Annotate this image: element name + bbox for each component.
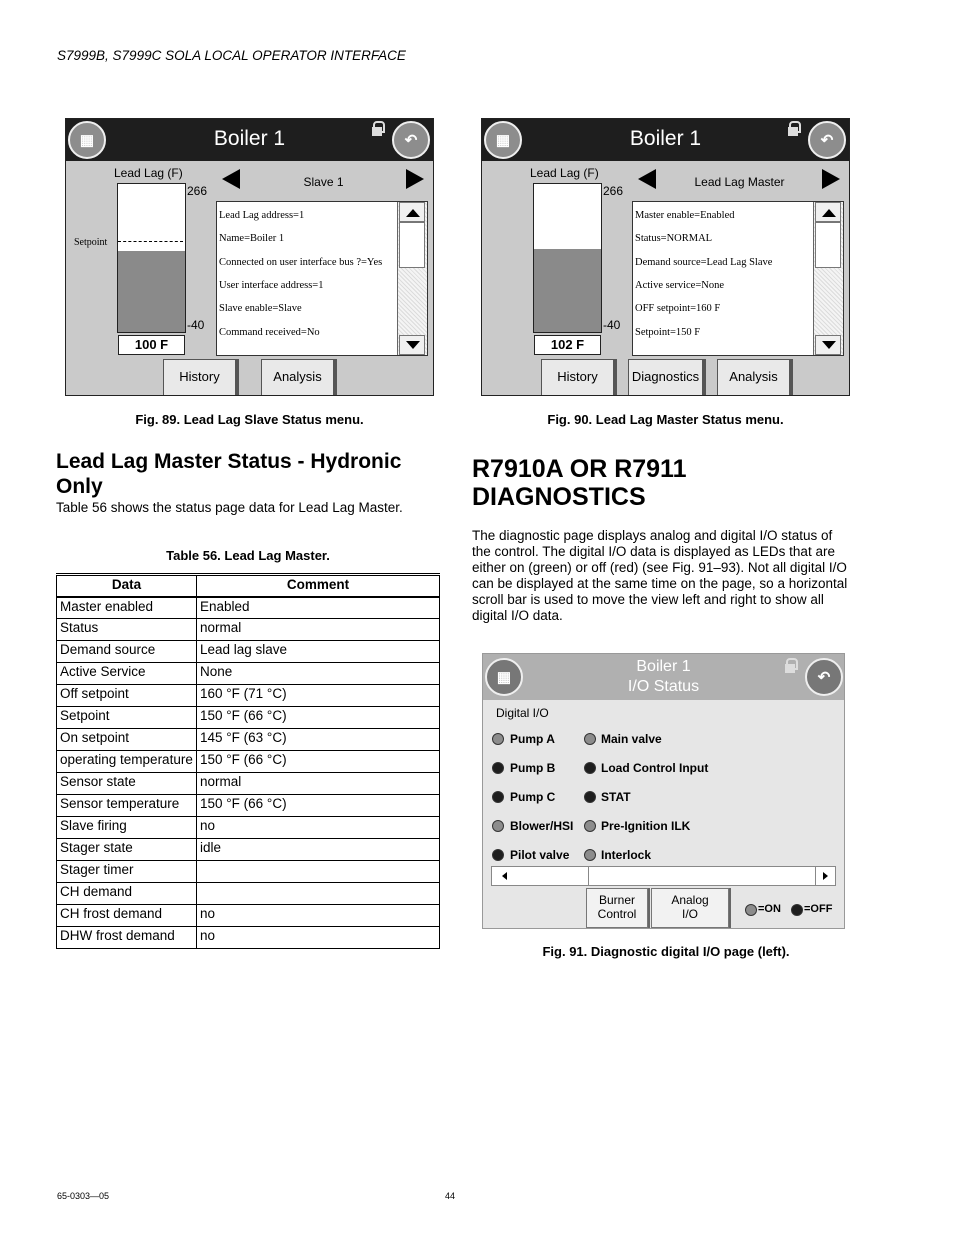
data-cell: Slave firing <box>57 817 197 839</box>
column-header: Comment <box>197 575 440 597</box>
level-gauge <box>117 183 186 333</box>
comment-cell: 150 °F (66 °C) <box>197 707 440 729</box>
status-led-icon <box>584 762 596 774</box>
legend-off-label: =OFF <box>804 903 833 915</box>
status-led-icon <box>492 849 504 861</box>
io-point-label: Pre-Ignition ILK <box>601 819 691 833</box>
table-row <box>57 663 440 685</box>
burner-control-button[interactable] <box>586 888 648 928</box>
temperature-readout: 102 F <box>534 335 601 355</box>
legend-on-led-icon <box>745 904 757 916</box>
nav-label: Slave 1 <box>303 175 344 189</box>
intro-text: Table 56 shows the status page data for Lead Lag Master. <box>56 500 403 515</box>
column-header: Data <box>57 575 197 597</box>
home-icon: ▦ <box>496 669 512 686</box>
table-row <box>57 751 440 773</box>
lead-lag-master-screen <box>481 118 850 396</box>
status-line: Active service=None <box>635 279 725 291</box>
scale-top: 266 <box>187 184 208 198</box>
comment-cell: 145 °F (63 °C) <box>197 729 440 751</box>
level-gauge <box>533 183 602 333</box>
button-label: Analog <box>671 893 709 907</box>
back-button[interactable] <box>805 658 843 696</box>
status-list <box>632 201 844 356</box>
status-led-icon <box>492 733 504 745</box>
scroll-down-button[interactable] <box>815 335 841 355</box>
nav-label: Lead Lag Master <box>694 175 785 189</box>
lock-icon <box>788 121 798 136</box>
table-row <box>57 773 440 795</box>
comment-cell: Enabled <box>197 597 440 619</box>
previous-arrow-icon[interactable] <box>638 169 656 189</box>
io-point-label: Pilot valve <box>510 848 570 862</box>
comment-cell: 150 °F (66 °C) <box>197 751 440 773</box>
data-cell: DHW frost demand <box>57 927 197 949</box>
home-icon: ▦ <box>495 132 511 149</box>
history-button[interactable]: History <box>163 359 236 395</box>
heading-line: Only <box>56 475 103 498</box>
io-point-label: Pump B <box>510 761 556 775</box>
data-cell: Status <box>57 619 197 641</box>
analog-io-button[interactable] <box>651 888 729 928</box>
figure-caption: Fig. 91. Diagnostic digital I/O page (left). <box>542 944 790 959</box>
comment-cell: no <box>197 817 440 839</box>
lock-icon <box>372 121 382 136</box>
comment-cell: Lead lag slave <box>197 641 440 663</box>
table-row <box>57 597 440 619</box>
table-row <box>57 883 440 905</box>
status-list <box>216 201 428 356</box>
scroll-up-button[interactable] <box>815 202 841 222</box>
temperature-readout: 100 F <box>118 335 185 355</box>
vertical-scrollbar[interactable] <box>397 202 427 355</box>
back-button[interactable] <box>808 121 846 159</box>
figure-caption: Fig. 90. Lead Lag Master Status menu. <box>547 412 784 427</box>
scroll-thumb[interactable] <box>815 222 841 268</box>
table-row <box>57 905 440 927</box>
level-fill <box>118 251 185 332</box>
status-line: Slave enable=Slave <box>219 303 302 315</box>
status-line: Lead Lag address=1 <box>219 210 305 221</box>
status-line: Master enable=Enabled <box>635 210 735 221</box>
io-point-label: Load Control Input <box>601 761 709 775</box>
figure-caption: Fig. 89. Lead Lag Slave Status menu. <box>135 412 364 427</box>
status-led-icon <box>584 733 596 745</box>
table-caption: Table 56. Lead Lag Master. <box>166 548 330 563</box>
next-arrow-icon[interactable] <box>822 169 840 189</box>
status-line: Setpoint=150 F <box>635 326 701 338</box>
data-cell: Active Service <box>57 663 197 685</box>
comment-cell: normal <box>197 619 440 641</box>
scroll-left-icon[interactable] <box>502 872 507 880</box>
table-row <box>57 817 440 839</box>
status-line: Command received=No <box>219 326 320 338</box>
table-row <box>57 641 440 663</box>
lead-lag-master-table <box>56 573 440 949</box>
horizontal-scrollbar[interactable] <box>491 866 836 886</box>
table-row <box>57 839 440 861</box>
io-point-label: Pump C <box>510 790 556 804</box>
scroll-right-icon <box>823 872 828 880</box>
paragraph-line: can be displayed at the same time on the page, so a horizontal <box>472 576 848 591</box>
data-cell: Demand source <box>57 641 197 663</box>
screen-title: Boiler 1 <box>213 127 286 150</box>
heading-line: Lead Lag Master Status - Hydronic <box>56 450 402 473</box>
gauge-label: Lead Lag (F) <box>114 166 183 180</box>
screen-title: Boiler 1 <box>629 127 702 150</box>
status-line: Connected on user interface bus ?=Yes <box>219 256 383 268</box>
section-heading <box>56 449 456 499</box>
table-header-row <box>57 575 440 597</box>
io-point-label: Blower/HSI <box>510 819 574 833</box>
status-line: Demand source=Lead Lag Slave <box>635 256 773 268</box>
comment-cell: idle <box>197 839 440 861</box>
table-row <box>57 795 440 817</box>
status-led-icon <box>584 791 596 803</box>
back-arrow-icon: ↶ <box>820 132 834 149</box>
setpoint-line <box>118 241 183 242</box>
status-line: OFF setpoint=160 F <box>635 303 721 315</box>
table-row <box>57 619 440 641</box>
page-number: 44 <box>445 1191 456 1201</box>
paragraph-line: digital I/O data. <box>472 608 563 623</box>
back-button[interactable] <box>392 121 430 159</box>
lead-lag-slave-screen <box>65 118 434 396</box>
document-number: 65-0303—05 <box>57 1191 110 1201</box>
table-row <box>57 927 440 949</box>
data-cell: Stager state <box>57 839 197 861</box>
vertical-scrollbar[interactable] <box>813 202 843 355</box>
data-cell: Off setpoint <box>57 685 197 707</box>
scale-bottom: -40 <box>603 318 621 332</box>
comment-cell: no <box>197 905 440 927</box>
screen-subtitle: I/O Status <box>627 678 700 695</box>
paragraph-line: the control. The digital I/O data is displayed as LEDs that are <box>472 544 835 559</box>
io-status-screen <box>482 653 845 929</box>
status-line: Status=NORMAL <box>635 233 713 245</box>
data-cell: On setpoint <box>57 729 197 751</box>
lock-icon <box>785 658 795 673</box>
table-row <box>57 861 440 883</box>
scroll-down-icon <box>406 341 420 349</box>
home-icon: ▦ <box>79 132 95 149</box>
digital-io-label: Digital I/O <box>496 706 549 720</box>
status-line: User interface address=1 <box>219 279 324 291</box>
comment-cell: 150 °F (66 °C) <box>197 795 440 817</box>
paragraph-line: The diagnostic page displays analog and digital I/O status of <box>472 528 833 543</box>
status-led-icon <box>492 820 504 832</box>
level-fill <box>534 249 601 332</box>
scroll-up-icon <box>406 209 420 217</box>
table-row <box>57 707 440 729</box>
status-led-icon <box>584 849 596 861</box>
io-point-label: Main valve <box>601 732 662 746</box>
scroll-down-button[interactable] <box>399 335 425 355</box>
data-cell: Sensor temperature <box>57 795 197 817</box>
io-point-label: Pump A <box>510 732 555 746</box>
table-row <box>57 685 440 707</box>
analysis-button[interactable]: Analysis <box>717 359 790 395</box>
legend-off-led-icon <box>791 904 803 916</box>
comment-cell: 160 °F (71 °C) <box>197 685 440 707</box>
scale-bottom: -40 <box>187 318 205 332</box>
gauge-label: Lead Lag (F) <box>530 166 599 180</box>
status-led-icon <box>492 791 504 803</box>
comment-cell: no <box>197 927 440 949</box>
heading-line: DIAGNOSTICS <box>472 483 646 511</box>
data-cell: Setpoint <box>57 707 197 729</box>
screen-header <box>66 119 433 161</box>
status-line: Name=Boiler 1 <box>219 233 285 245</box>
data-cell: Stager timer <box>57 861 197 883</box>
next-arrow-icon[interactable] <box>406 169 424 189</box>
data-cell: Sensor state <box>57 773 197 795</box>
data-cell: CH frost demand <box>57 905 197 927</box>
section-heading <box>472 455 892 511</box>
diagnostics-button[interactable]: Diagnostics <box>628 359 703 395</box>
button-label: I/O <box>681 907 698 921</box>
button-label: Burner <box>598 893 636 907</box>
scroll-up-button[interactable] <box>399 202 425 222</box>
screen-body <box>66 161 433 395</box>
back-arrow-icon: ↶ <box>404 132 418 149</box>
screen-title: Boiler 1 <box>636 658 691 675</box>
io-body <box>483 700 844 928</box>
table-row <box>57 729 440 751</box>
io-point-label: Interlock <box>601 848 652 862</box>
running-head: S7999B, S7999C SOLA LOCAL OPERATOR INTERFACE <box>57 48 406 63</box>
button-label: Control <box>597 907 637 921</box>
back-arrow-icon: ↶ <box>817 669 831 686</box>
data-cell: Master enabled <box>57 597 197 619</box>
heading-line: R7910A OR R7911 <box>472 455 687 483</box>
data-cell: CH demand <box>57 883 197 905</box>
paragraph-line: scroll bar is used to move the view left and right to show all <box>472 592 824 607</box>
scale-top: 266 <box>603 184 624 198</box>
scroll-down-icon <box>822 341 836 349</box>
legend-on-label: =ON <box>758 903 781 915</box>
diagnostics-paragraph <box>472 528 872 624</box>
setpoint-label: Setpoint <box>74 237 108 248</box>
previous-arrow-icon[interactable] <box>222 169 240 189</box>
scroll-right-button[interactable] <box>815 867 833 885</box>
status-led-icon <box>492 762 504 774</box>
history-button[interactable]: History <box>541 359 614 395</box>
comment-cell <box>197 883 440 905</box>
analysis-button[interactable]: Analysis <box>261 359 334 395</box>
scroll-thumb[interactable] <box>399 222 425 268</box>
comment-cell: normal <box>197 773 440 795</box>
paragraph-line: either on (green) or off (red) (see Fig. 91–93). Not all digital I/O <box>472 560 847 575</box>
comment-cell: None <box>197 663 440 685</box>
io-point-label: STAT <box>601 790 631 804</box>
scroll-up-icon <box>822 209 836 217</box>
data-cell: operating temperature <box>57 751 197 773</box>
screen-header <box>482 119 849 161</box>
scroll-thumb[interactable] <box>588 867 589 885</box>
screen-body <box>482 161 849 395</box>
comment-cell <box>197 861 440 883</box>
status-led-icon <box>584 820 596 832</box>
screen-header <box>483 654 844 700</box>
